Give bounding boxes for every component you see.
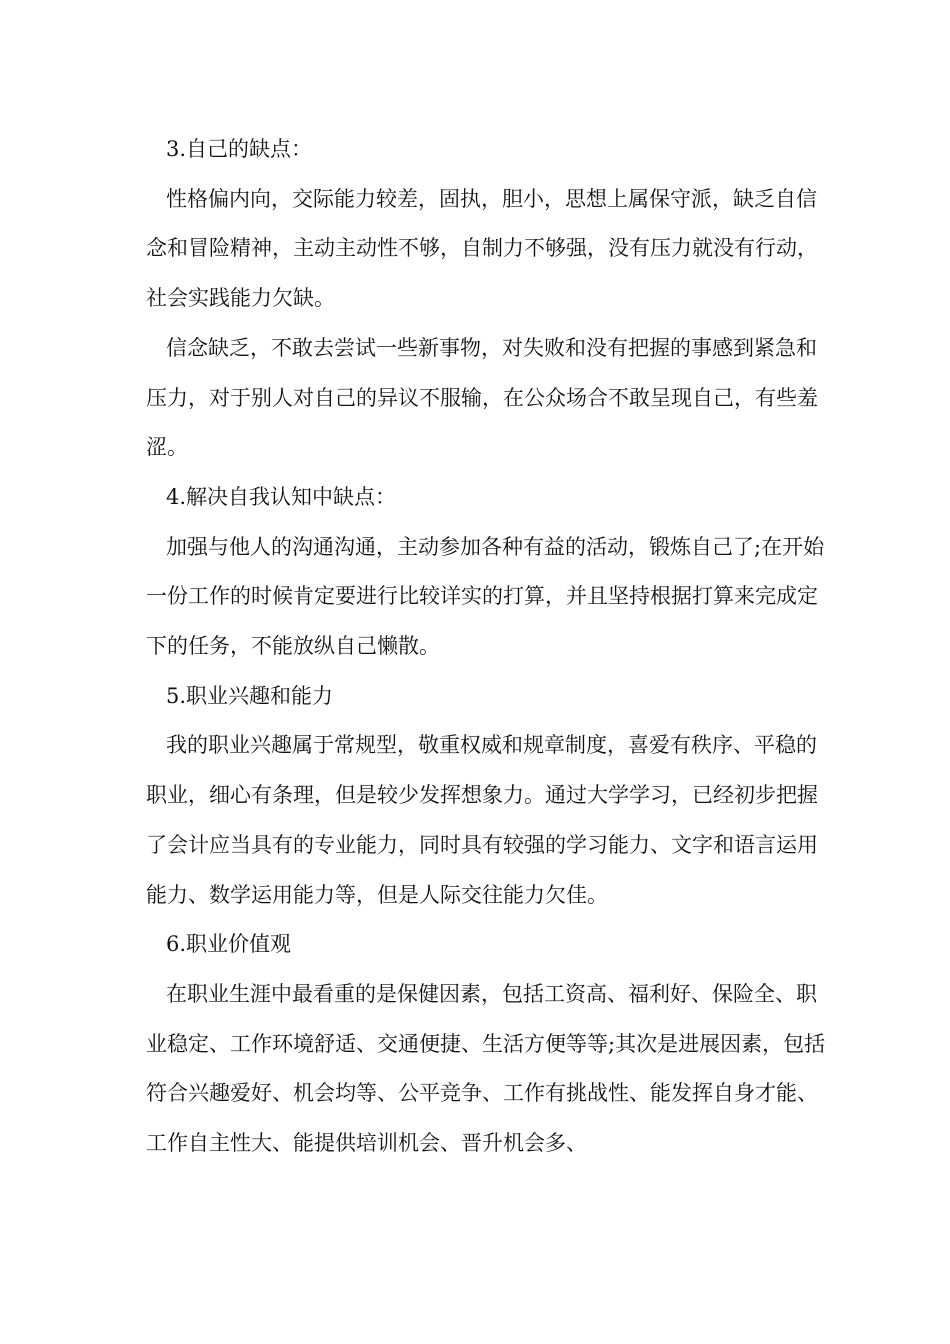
heading-career-interests: 5.职业兴趣和能力 (166, 683, 334, 708)
document-body (146, 125, 826, 1169)
paragraph-confidence-shortcomings: 信念缺乏，不敢去尝试一些新事物，对失败和没有把握的事感到紧急和压力，对于别人对自己的异议不服输，在公众场合不敢呈现自己，有些羞涩。 (146, 335, 818, 460)
heading-career-values: 6.职业价值观 (166, 932, 292, 957)
paragraph-career-values: 在职业生涯中最看重的是保健因素，包括工资高、福利好、保险全、职业稳定、工作环境舒适、交通便捷、生活方便等等;其次是进展因素，包括符合兴趣爱好、机会均等、公平竞争、工作有挑战性、能发挥自身才能、工作自主性大、能提供培训机会、晋升机会多、 (146, 981, 826, 1156)
paragraph-solutions: 加强与他人的沟通沟通，主动参加各种有益的活动，锻炼自己了;在开始一份工作的时候肯定要进行比较详实的打算，并且坚持根据打算来完成定下的任务，不能放纵自己懒散。 (146, 534, 825, 659)
paragraph-personality-shortcomings: 性格偏内向，交际能力较差，固执，胆小，思想上属保守派，缺乏自信念和冒险精神，主动主动性不够，自制力不够强，没有压力就没有行动，社会实践能力欠缺。 (146, 186, 818, 311)
heading-solutions: 4.解决自我认知中缺点： (166, 484, 397, 509)
heading-shortcomings: 3.自己的缺点： (166, 137, 313, 161)
paragraph-career-interests: 我的职业兴趣属于常规型，敬重权威和规章制度，喜爱有秩序、平稳的职业，细心有条理，但是较少发挥想象力。通过大学学习，已经初步把握了会计应当具有的专业能力，同时具有较强的学习能力、文字和语言运用能力、数学运用能力等，但是人际交往能力欠佳。 (146, 733, 818, 907)
